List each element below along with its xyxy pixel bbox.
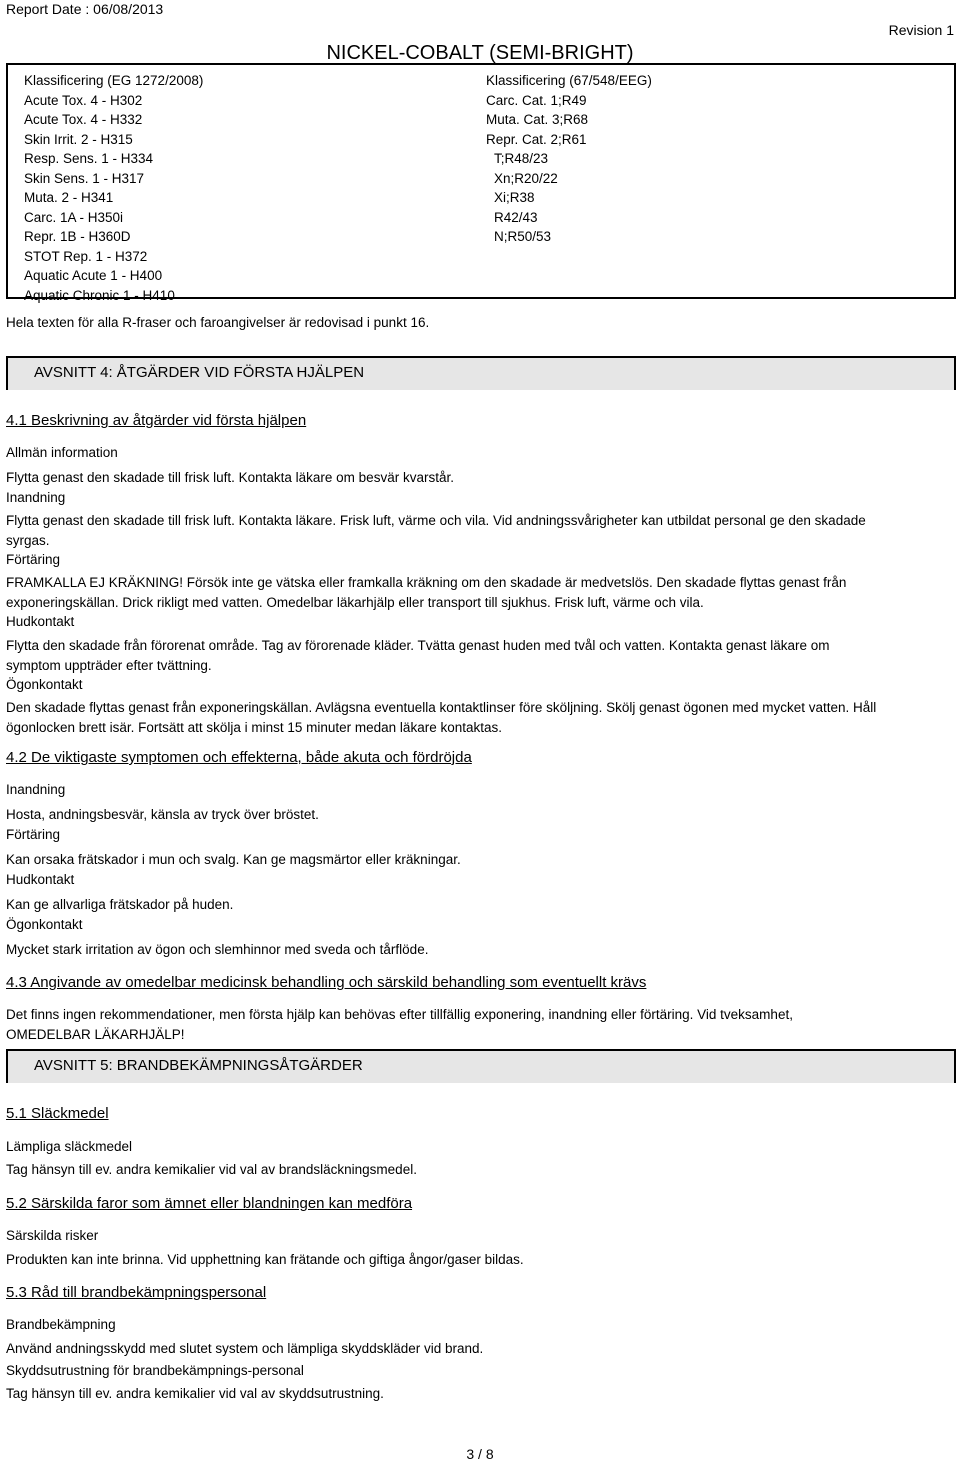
field-label: Inandning (6, 782, 66, 797)
dsd-header: Klassificering (67/548/EEG) (486, 73, 652, 88)
field-label: Hudkontakt (6, 614, 75, 629)
dsd-sub-item: R42/43 (494, 209, 538, 225)
clp-header: Klassificering (EG 1272/2008) (24, 73, 204, 88)
dsd-item: Repr. Cat. 2;R61 (486, 131, 587, 147)
field-label: Hudkontakt (6, 872, 75, 887)
subsection-5-3-title: 5.3 Råd till brandbekämpningspersonal (6, 1284, 267, 1301)
field-text: Tag hänsyn till ev. andra kemikalier vid val av brandsläckningsmedel. (6, 1162, 417, 1177)
field-text: Flytta den skadade från förorenat område. Tag av förorenade kläder. Tvätta genast huden med tvål och vatten. Kontakta genast läkare om symptom uppträder efter tvättning. (6, 638, 830, 673)
subsection-4-3-title: 4.3 Angivande av omedelbar medicinsk behandling och särskild behandling som eventuellt krävs (6, 974, 647, 991)
field-label: Ögonkontakt (6, 677, 83, 692)
document-title: NICKEL-COBALT (SEMI-BRIGHT) (326, 42, 634, 64)
dsd-item: Muta. Cat. 3;R68 (486, 112, 589, 127)
field-text: Använd andningsskydd med slutet system och lämpliga skyddskläder vid brand. (6, 1341, 484, 1356)
dsd-item: Carc. Cat. 1;R49 (486, 92, 587, 108)
clp-classification-list (24, 71, 203, 305)
clp-item: Acute Tox. 4 - H302 (24, 92, 143, 108)
field-text: Produkten kan inte brinna. Vid upphettning kan frätande och giftiga ångor/gaser bildas. (6, 1252, 524, 1267)
field-text: Den skadade flyttas genast från exponeringskällan. Avlägsna eventuella kontaktlinser före sköljning. Skölj genast ögonen med mycket vatten. Håll ögonlocken brett isär. Fortsätt att skölja i minst 15 minuter medan läkare kontaktas. (6, 700, 877, 735)
section-5-title: AVSNITT 5: BRANDBEKÄMPNINGSÅTGÄRDER (34, 1057, 363, 1074)
field-text: FRAMKALLA EJ KRÄKNING! Försök inte ge vätska eller framkalla kräkning om den skadade är medvetslös. Den skadade flyttas genast från exponeringskällan. Drick rikligt med vatten. Omedelbar läkarhjälp eller transport till sjukhus. Frisk luft, värme och vila. (6, 575, 847, 610)
subsection-4-1-title: 4.1 Beskrivning av åtgärder vid första hjälpen (6, 412, 307, 429)
dsd-classification-list (486, 71, 652, 247)
field-text: Tag hänsyn till ev. andra kemikalier vid val av skyddsutrustning. (6, 1386, 384, 1401)
field-label: Inandning (6, 490, 66, 505)
clp-item: Muta. 2 - H341 (24, 190, 114, 205)
revision-label: Revision 1 (888, 22, 954, 38)
field-text: Hosta, andningsbesvär, känsla av tryck över bröstet. (6, 807, 319, 822)
dsd-sub-item: Xi;R38 (494, 190, 535, 205)
field-label: Förtäring (6, 827, 61, 842)
section-4-header (6, 356, 956, 390)
subsection-5-2-title: 5.2 Särskilda faror som ämnet eller blandningen kan medföra (6, 1195, 413, 1212)
report-date: Report Date : 06/08/2013 (6, 1, 164, 17)
r-phrase-note: Hela texten för alla R-fraser och faroangivelser är redovisad i punkt 16. (6, 315, 430, 330)
field-text: Det finns ingen rekommendationer, men första hjälp kan behövas efter tillfällig exponering, inandning eller förtäring. Vid tveksamhet, OMEDELBAR LÄKARHJÄLP! (6, 1007, 793, 1042)
clp-item: Resp. Sens. 1 - H334 (24, 151, 154, 166)
classification-box (6, 63, 956, 303)
section-5-header (6, 1049, 956, 1083)
clp-item: Aquatic Chronic 1 - H410 (24, 287, 175, 303)
dsd-sub-item: T;R48/23 (494, 151, 549, 166)
dsd-sub-item: N;R50/53 (494, 229, 552, 244)
subsection-5-1-title: 5.1 Släckmedel (6, 1105, 109, 1122)
field-label: Ögonkontakt (6, 917, 83, 932)
clp-item: Repr. 1B - H360D (24, 229, 131, 244)
field-label: Skyddsutrustning för brandbekämpnings-personal (6, 1363, 304, 1378)
clp-item: Aquatic Acute 1 - H400 (24, 268, 163, 283)
section-4-title: AVSNITT 4: ÅTGÄRDER VID FÖRSTA HJÄLPEN (34, 364, 365, 381)
field-label: Förtäring (6, 552, 61, 567)
clp-item: STOT Rep. 1 - H372 (24, 248, 148, 264)
clp-item: Acute Tox. 4 - H332 (24, 112, 143, 127)
dsd-sub-item: Xn;R20/22 (494, 170, 558, 186)
clp-item: Skin Irrit. 2 - H315 (24, 131, 133, 147)
field-label: Särskilda risker (6, 1228, 99, 1243)
page-number: 3 / 8 (466, 1446, 494, 1462)
field-text: Kan ge allvarliga frätskador på huden. (6, 897, 234, 912)
clp-item: Skin Sens. 1 - H317 (24, 170, 145, 186)
field-label: Brandbekämpning (6, 1317, 116, 1332)
field-label: Lämpliga släckmedel (6, 1139, 133, 1154)
field-label: Allmän information (6, 445, 118, 460)
subsection-4-2-title: 4.2 De viktigaste symptomen och effekterna, både akuta och fördröjda (6, 749, 472, 766)
clp-item: Carc. 1A - H350i (24, 209, 124, 225)
field-text: Flytta genast den skadade till frisk luft. Kontakta läkare. Frisk luft, värme och vila. Vid andningssvårigheter kan utbildat personal ge den skadade syrgas. (6, 513, 866, 548)
field-text: Flytta genast den skadade till frisk luft. Kontakta läkare om besvär kvarstår. (6, 470, 454, 485)
field-text: Kan orsaka frätskador i mun och svalg. Kan ge magsmärtor eller kräkningar. (6, 852, 461, 867)
field-text: Mycket stark irritation av ögon och slemhinnor med sveda och tårflöde. (6, 942, 429, 957)
